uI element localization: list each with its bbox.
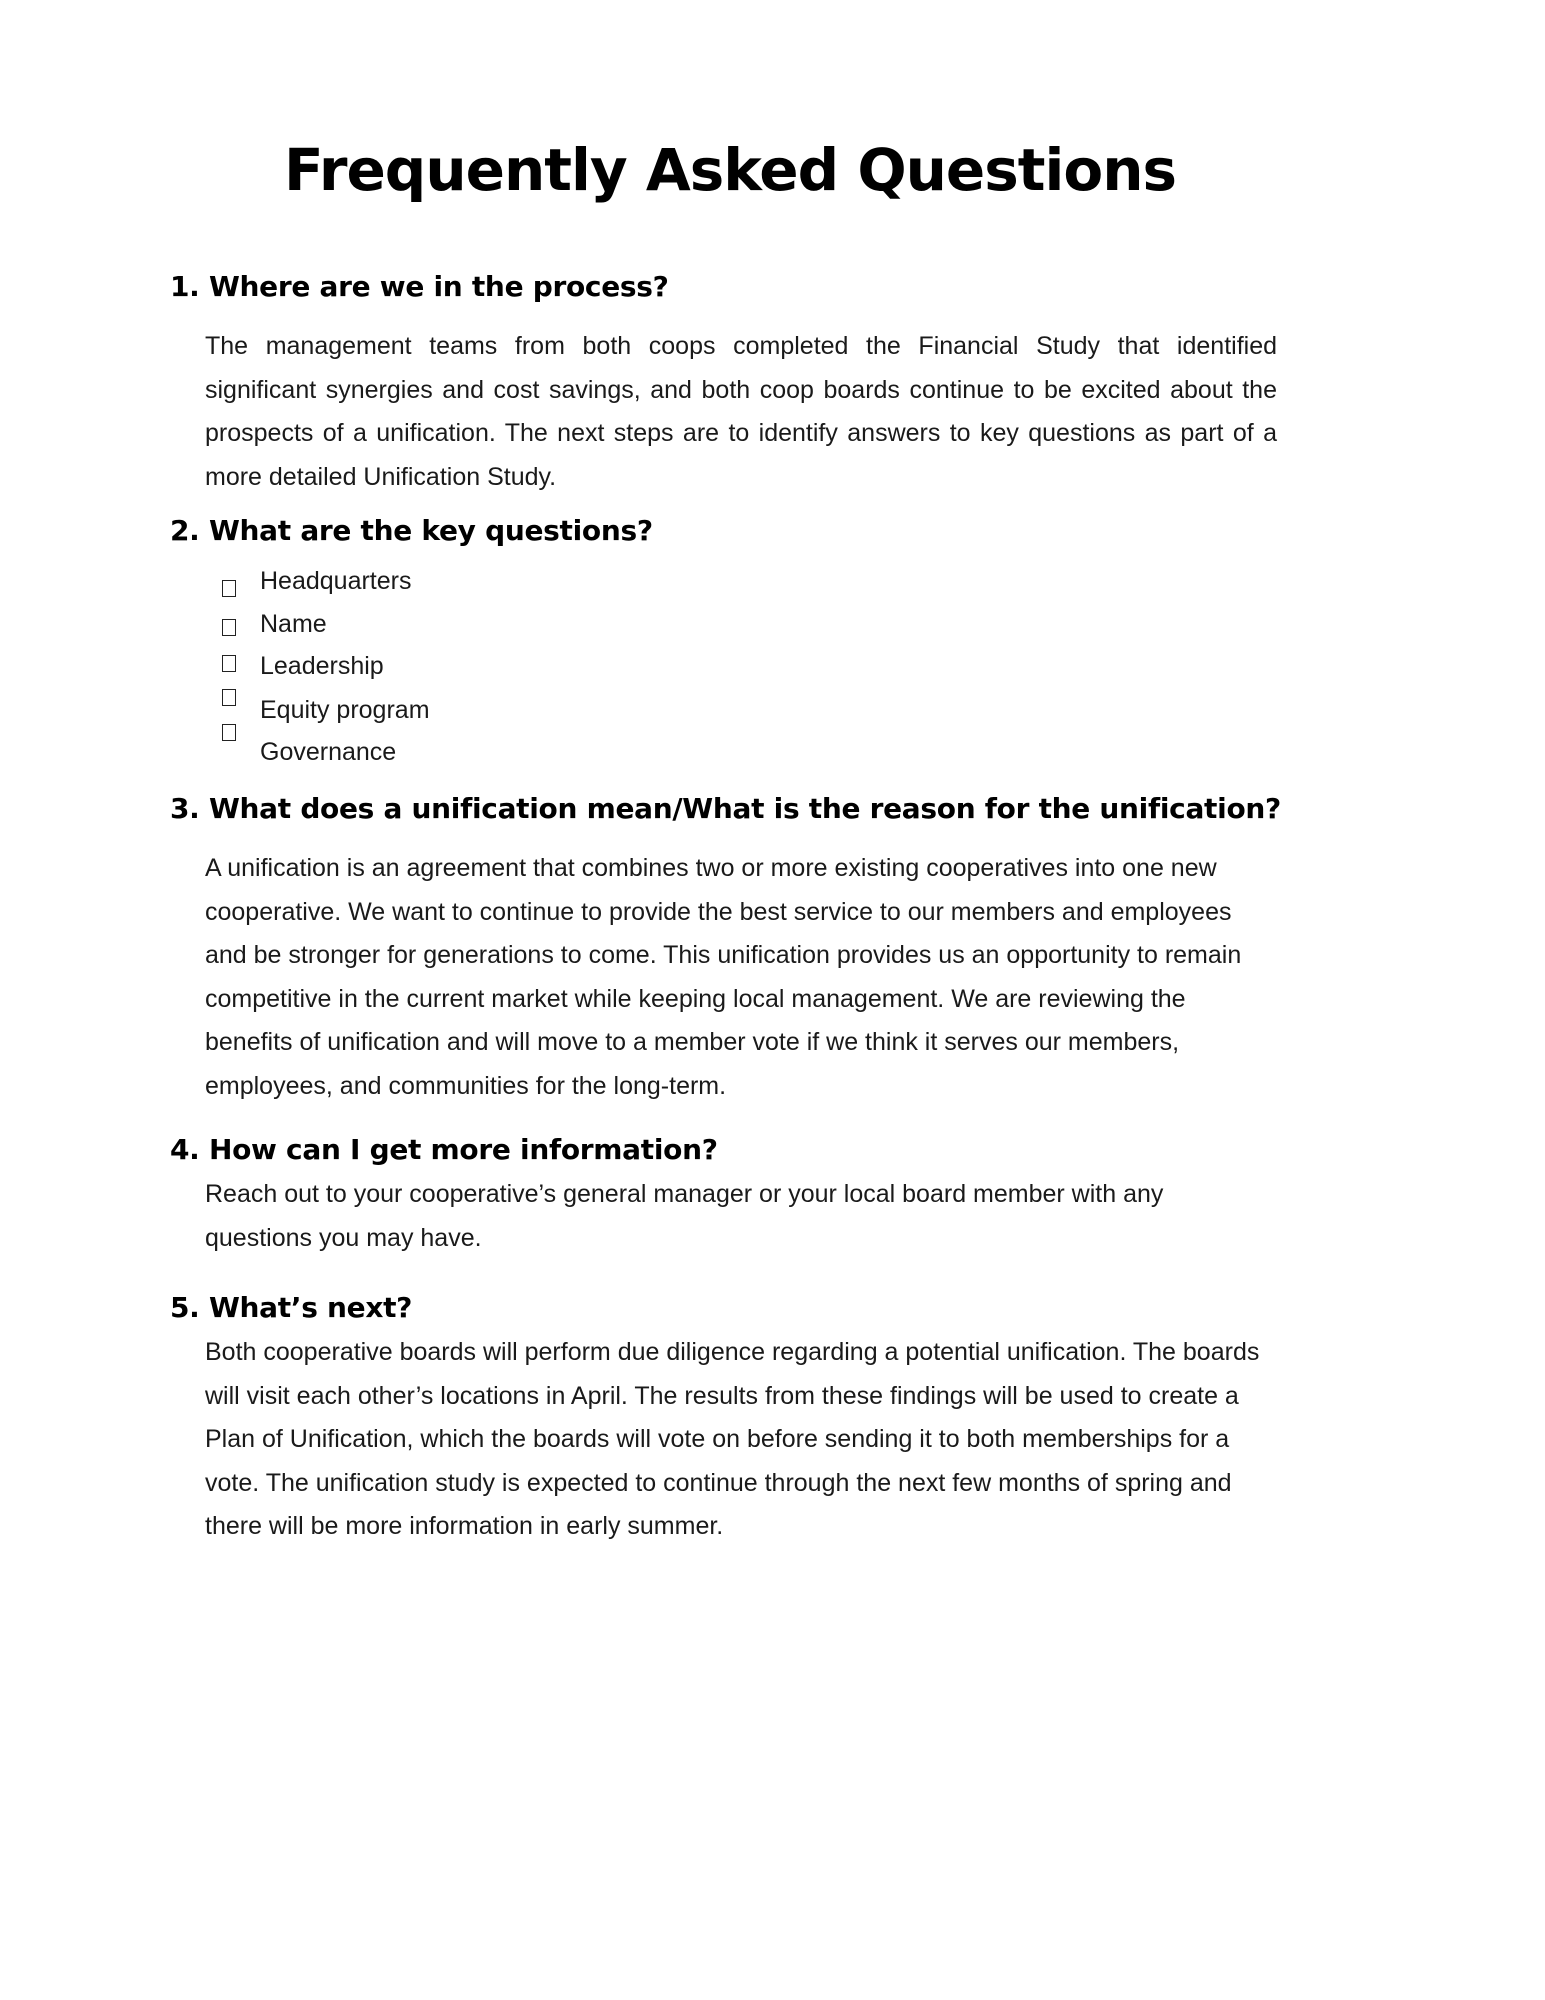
page-title: Frequently Asked Questions xyxy=(283,136,1177,204)
key-question-item: Headquarters xyxy=(260,567,412,595)
faq-answer-5: Both cooperative boards will perform due diligence regarding a potential unification. The boards will visit each other’s locations in April. The results from these findings will be used to create a Plan of Unification, which the boards will vote on before sending it to both memberships for a vote. The unification study is expected to continue through the next few months of spring and there will be more information in early summer. xyxy=(205,1338,1260,1540)
faq-answer-3: A unification is an agreement that combines two or more existing cooperatives into one new cooperative. We want to continue to provide the best service to our members and employees and be stronger for generations to come. This unification provides us an opportunity to remain competitive in the current market while keeping local management. We are reviewing the benefits of unification and will move to a member vote if we think it serves our members, employees, and communities for the long-term. xyxy=(205,854,1242,1100)
faq-answer-1: The management teams from both coops completed the Financial Study that identified significant synergies and cost savings, and both coop boards continue to be excited about the prospects of a unification. The next steps are to identify answers to key questions as part of a more detailed Unification Study. xyxy=(205,332,1277,491)
faq-question-2: 2. What are the key questions? xyxy=(170,514,653,547)
faq-question-5: 5. What’s next? xyxy=(170,1291,413,1324)
faq-question-4: 4. How can I get more information? xyxy=(170,1133,718,1166)
key-question-item: Leadership xyxy=(260,652,384,680)
key-question-item: Governance xyxy=(260,738,397,766)
faq-answer-4: Reach out to your cooperative’s general manager or your local board member with any questions you may have. xyxy=(205,1180,1164,1252)
key-question-item: Equity program xyxy=(260,696,430,724)
checkbox-icon xyxy=(222,619,236,636)
faq-question-1: 1. Where are we in the process? xyxy=(170,270,669,303)
checkbox-icon xyxy=(222,655,236,672)
key-question-item: Name xyxy=(260,610,327,638)
checkbox-icon xyxy=(222,580,236,597)
checkbox-icon xyxy=(222,724,236,741)
checkbox-icon xyxy=(222,689,236,706)
faq-question-3: 3. What does a unification mean/What is the reason for the unification? xyxy=(170,792,1281,825)
